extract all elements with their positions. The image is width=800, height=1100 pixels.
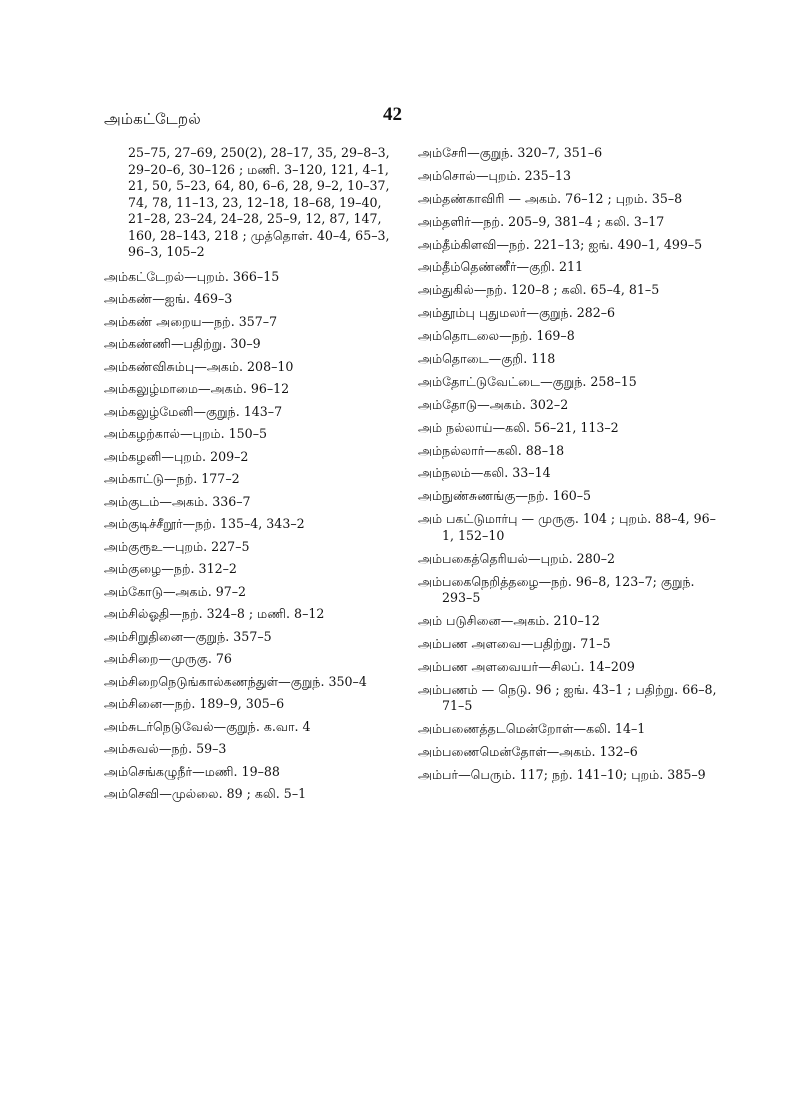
index-entry: அம்குரூஉ—புறம். 227–5 (104, 538, 250, 554)
running-headword: அம்கட்டேறல் (104, 110, 201, 128)
index-entry: அம்கழற்கால்—புறம். 150–5 (104, 426, 268, 441)
index-entry: அம்நுண்சுணங்கு—நற். 160–5 (418, 488, 592, 504)
index-entry: அம் பகட்டுமார்பு — முருகு. 104 ; புறம். 88–4, 96–1, 152–10 (418, 511, 716, 543)
index-entry-continued: 25–75, 27–69, 250(2), 28–17, 35, 29–8–3, 29–20–6, 30–126 ; மணி. 3–120, 121, 4–1, 21, 50, 5–23, 64, 80, 6–6, 28, 9–2, 10–37, 74, 78, 11–13, 23, 12–18, 18–68, 19–40, 21–28, 23–24, 24–28, 25–9, 12, 87, 147, 160, 28–143, 218 ; முத்தொள். 40–4, 65–3, 96–3, 105–2 (128, 145, 390, 259)
index-entry: அம்பகைத்தெரியல்—புறம். 280–2 (418, 550, 616, 566)
index-entry: அம்சிறை—முருகு. 76 (104, 651, 232, 666)
index-entry: அம்பணம் — நெடு. 96 ; ஐங். 43–1 ; பதிற்று. 66–8, 71–5 (418, 681, 717, 714)
index-entry: அம்நலம்—கலி. 33–14 (418, 465, 551, 481)
index-entry: அம்சுடர்நெடுவேல்—குறுந். க.வா. 4 (104, 718, 311, 734)
index-entry: அம்தொடை—குறி. 118 (418, 351, 556, 367)
index-entry: அம்சேரி—குறுந். 320–7, 351–6 (418, 145, 603, 160)
index-entry: அம்சினை—நற். 189–9, 305–6 (104, 696, 285, 711)
index-entry: அம்தொடலை—நற். 169–8 (418, 328, 575, 344)
index-entry: அம்செங்கழுநீர்—மணி. 19–88 (104, 763, 280, 779)
index-entry: அம்சுவல்—நற். 59–3 (104, 741, 227, 756)
index-entry: அம்தூம்பு புதுமலர்—குறுந். 282–6 (418, 305, 616, 321)
index-entry: அம்தளிர்—நற். 205–9, 381–4 ; கலி. 3–17 (418, 213, 665, 229)
index-entry: அம்தீம்கிளவி—நற். 221–13; ஐங். 490–1, 499–5 (418, 236, 703, 252)
index-entry: அம் நல்லாய்—கலி. 56–21, 113–2 (418, 419, 619, 435)
index-entry: அம்கண்—ஐங். 469–3 (104, 291, 233, 306)
index-entry: அம்சிறுதினை—குறுந். 357–5 (104, 628, 272, 644)
right-column (418, 145, 718, 790)
index-entry: அம்கலுழ்மாமை—அகம். 96–12 (104, 381, 290, 396)
index-entry: அம்குடிச்சீறூர்—நற். 135–4, 343–2 (104, 516, 305, 531)
index-entry: அம்தீம்தெண்ணீர்—குறி. 211 (418, 259, 584, 275)
index-entry: அம்தண்காவிரி — அகம். 76–12 ; புறம். 35–8 (418, 190, 683, 206)
index-entry: அம்குடம்—அகம். 336–7 (104, 493, 251, 509)
index-entry: அம்கண்விசும்பு—அகம். 208–10 (104, 358, 294, 374)
page-number: 42 (383, 104, 402, 125)
index-entry: அம்பர்—பெரும். 117; நற். 141–10; புறம். 385–9 (418, 766, 706, 782)
index-entry: அம்கழனி—புறம். 209–2 (104, 448, 249, 464)
index-entry: அம்தோடு—அகம். 302–2 (418, 396, 569, 412)
index-entry: அம்கண் அறைய—நற். 357–7 (104, 313, 278, 329)
index-entry: அம்தோட்டுவேட்டை—குறுந். 258–15 (418, 373, 637, 389)
index-entry: அம்குழை—நற். 312–2 (104, 561, 237, 576)
index-entry: அம்சொல்—புறம். 235–13 (418, 167, 571, 183)
index-entry: அம்பண அளவையர்—சிலப். 14–209 (418, 658, 635, 674)
index-entry: அம்பணைத்தடமென்றோள்—கலி. 14–1 (418, 720, 646, 736)
index-entry: அம்சில்ஓதி—நற். 324–8 ; மணி. 8–12 (104, 606, 325, 621)
index-entry: அம்செவி—முல்லை. 89 ; கலி. 5–1 (104, 786, 307, 801)
index-entry: அம்கட்டேறல்—புறம். 366–15 (104, 268, 280, 284)
index-entry: அம் படுசினை—அகம். 210–12 (418, 612, 600, 628)
index-entry: அம்நல்லார்—கலி. 88–18 (418, 442, 565, 458)
index-entry: அம்பகைநெறித்தழை—நற். 96–8, 123–7; குறுந். 293–5 (418, 573, 695, 606)
index-entry: அம்கண்ணி—பதிற்று. 30–9 (104, 336, 261, 351)
index-entry: அம்பண அளவை—பதிற்று. 71–5 (418, 635, 611, 651)
index-entry: அம்கலுழ்மேனி—குறுந். 143–7 (104, 403, 283, 419)
index-entry: அம்பணைமென்தோள்—அகம். 132–6 (418, 743, 638, 759)
left-column (104, 145, 396, 809)
index-entry: அம்காட்டு—நற். 177–2 (104, 471, 240, 486)
index-entry: அம்துகில்—நற். 120–8 ; கலி. 65–4, 81–5 (418, 282, 660, 298)
index-entry: அம்கோடு—அகம். 97–2 (104, 583, 247, 599)
index-entry: அம்சிறைநெடுங்கால்கணந்துள்—குறுந். 350–4 (104, 673, 367, 689)
